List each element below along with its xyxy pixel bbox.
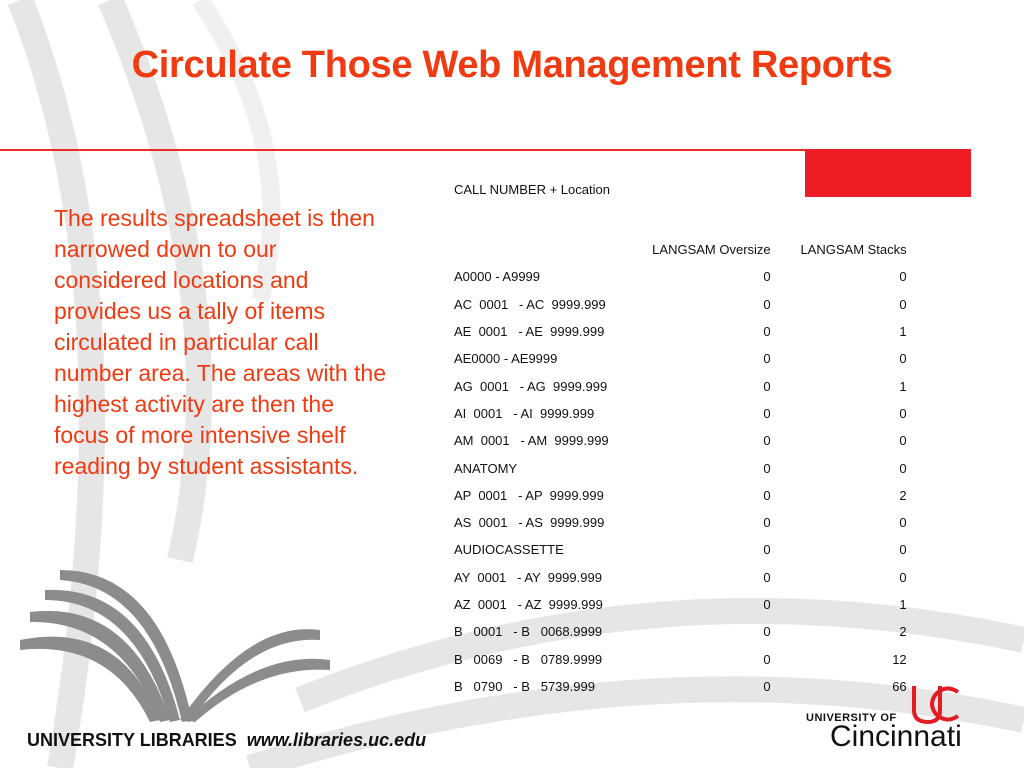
cell-stacks: 0 xyxy=(899,542,907,558)
cell-stacks: 0 xyxy=(899,569,907,585)
footer-branding xyxy=(27,730,426,751)
circulation-table xyxy=(448,236,913,700)
uc-university-of: UNIVERSITY OF xyxy=(806,712,897,724)
cell-stacks: 1 xyxy=(899,378,907,394)
table-row xyxy=(448,509,913,536)
accent-block xyxy=(805,149,971,197)
table-row xyxy=(448,427,913,454)
header-stacks: LANGSAM Stacks xyxy=(800,242,907,258)
cell-location: B 0069 - B 0789.9999 xyxy=(454,651,603,667)
cell-location: AZ 0001 - AZ 9999.999 xyxy=(454,597,603,612)
cell-stacks: 2 xyxy=(899,487,907,503)
table-row xyxy=(448,291,913,318)
cell-location: AS 0001 - AS 9999.999 xyxy=(454,515,605,531)
table-row xyxy=(448,564,913,591)
table-row xyxy=(448,318,913,345)
table-row xyxy=(448,536,913,563)
table-row xyxy=(448,372,913,399)
cell-oversize: 0 xyxy=(763,351,771,367)
table-row xyxy=(448,618,913,645)
cell-oversize: 0 xyxy=(763,378,771,394)
cell-stacks: 12 xyxy=(892,651,907,667)
libraries-url: www.libraries.uc.edu xyxy=(246,730,427,750)
header-oversize: LANGSAM Oversize xyxy=(652,242,771,258)
cell-stacks: 1 xyxy=(899,324,907,340)
cell-stacks: 0 xyxy=(899,296,907,312)
slide-title: Circulate Those Web Management Reports xyxy=(131,44,893,86)
table-row xyxy=(448,400,913,427)
cell-location: AG 0001 - AG 9999.999 xyxy=(454,378,608,394)
cell-stacks: 0 xyxy=(899,515,907,531)
cell-stacks: 66 xyxy=(892,678,907,694)
cell-oversize: 0 xyxy=(763,515,771,531)
cell-oversize: 0 xyxy=(763,569,771,585)
cell-oversize: 0 xyxy=(763,624,771,640)
cell-stacks: 2 xyxy=(899,624,907,640)
cell-oversize: 0 xyxy=(763,460,771,476)
uc-name: Cincinnati xyxy=(830,720,962,753)
cell-stacks: 1 xyxy=(899,597,907,612)
cell-location: AY 0001 - AY 9999.999 xyxy=(454,569,602,585)
table-row xyxy=(448,591,913,618)
table-row xyxy=(448,482,913,509)
cell-oversize: 0 xyxy=(763,296,771,312)
cell-oversize: 0 xyxy=(763,433,771,449)
cell-location: ANATOMY xyxy=(454,460,518,476)
cell-oversize: 0 xyxy=(763,269,771,285)
cell-location: AC 0001 - AC 9999.999 xyxy=(454,296,606,312)
table-header-row xyxy=(448,236,913,263)
table-row xyxy=(448,454,913,481)
table-caption: CALL NUMBER + Location xyxy=(454,182,610,197)
cell-stacks: 0 xyxy=(899,433,907,449)
title-divider xyxy=(0,149,806,151)
table-row xyxy=(448,345,913,372)
table-row xyxy=(448,263,913,290)
libraries-label: UNIVERSITY LIBRARIES xyxy=(27,730,237,750)
cell-location: AE0000 - AE9999 xyxy=(454,351,558,367)
cell-location: AE 0001 - AE 9999.999 xyxy=(454,324,605,340)
table-row xyxy=(448,645,913,672)
cell-location: B 0790 - B 5739.999 xyxy=(454,678,595,694)
cell-stacks: 0 xyxy=(899,351,907,367)
body-text: The results spreadsheet is then narrowed down to our considered locations and provides us a tally of items circulated in particular call number area. The areas with the highest activity are then the focus of more intensive shelf reading by student assistants. xyxy=(54,205,386,479)
cell-location: AI 0001 - AI 9999.999 xyxy=(454,405,595,421)
cell-location: B 0001 - B 0068.9999 xyxy=(454,624,603,640)
cell-oversize: 0 xyxy=(763,324,771,340)
cell-oversize: 0 xyxy=(763,542,771,558)
cell-location: AM 0001 - AM 9999.999 xyxy=(454,433,609,449)
cell-location: A0000 - A9999 xyxy=(454,269,541,285)
table-row xyxy=(448,673,913,700)
cell-oversize: 0 xyxy=(763,678,771,694)
cell-location: AUDIOCASSETTE xyxy=(454,542,564,558)
cell-stacks: 0 xyxy=(899,269,907,285)
uc-logo-icon xyxy=(906,682,960,726)
cell-stacks: 0 xyxy=(899,405,907,421)
header-location xyxy=(448,236,615,263)
cell-oversize: 0 xyxy=(763,405,771,421)
cell-oversize: 0 xyxy=(763,597,771,612)
cell-location: AP 0001 - AP 9999.999 xyxy=(454,487,604,503)
cell-oversize: 0 xyxy=(763,487,771,503)
cell-stacks: 0 xyxy=(899,460,907,476)
cell-oversize: 0 xyxy=(763,651,771,667)
